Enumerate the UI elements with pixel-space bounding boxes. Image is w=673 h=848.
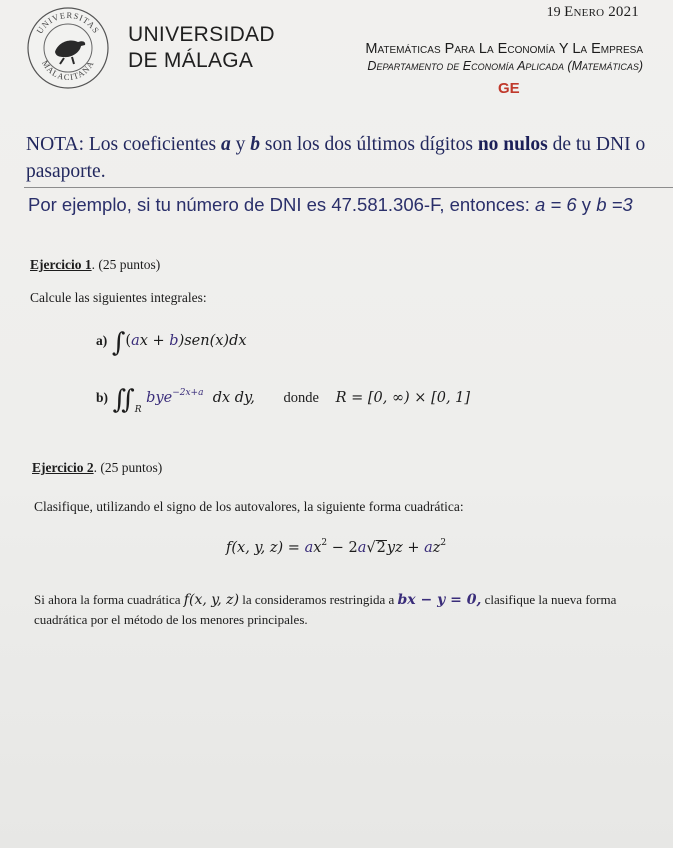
integral-b-differential: dx dy, xyxy=(212,390,255,406)
form-x: x xyxy=(313,540,322,556)
nota-bold: no nulos xyxy=(477,134,548,155)
department-name: Departamento de Economía Aplicada (Matemáticas) xyxy=(367,59,643,73)
example-y: y xyxy=(581,194,592,215)
double-integral-icon: ∬ xyxy=(112,385,135,415)
nota-var-b: b xyxy=(250,134,261,155)
integral-b-region: R xyxy=(134,405,142,415)
seal-text-bottom: MALACITANA xyxy=(39,58,96,83)
example-b: b =3 xyxy=(596,194,633,215)
restriction-pre: Si ahora la forma cuadrática xyxy=(34,592,181,607)
restriction-mid: la consideramos restringida a xyxy=(242,592,395,607)
integral-b-donde: donde xyxy=(283,390,319,406)
integral-b-label: b) xyxy=(96,390,109,405)
exam-date xyxy=(547,4,639,21)
integral-a-post: )sen(x)dx xyxy=(178,333,247,349)
date-day: 19 xyxy=(546,5,561,20)
form-z: z xyxy=(432,540,441,556)
form-minus: − 2 xyxy=(327,540,358,556)
integral-a-label: a) xyxy=(96,333,108,348)
university-line-2: DE MÁLAGA xyxy=(128,49,254,72)
integral-a-coef-a: a xyxy=(131,333,140,349)
exercise-1-instruction: Calcule las siguientes integrales: xyxy=(30,290,207,305)
restriction-paragraph xyxy=(34,590,664,629)
example-text: Por ejemplo, si tu número de DNI es 47.581.306-F, entonces: xyxy=(28,194,530,215)
integral-a-mid: x + xyxy=(139,333,170,349)
integral-a-coef-b: b xyxy=(169,333,179,349)
nota-text-2: son los dos últimos dígitos xyxy=(264,134,473,155)
exercise-2-label: Ejercicio 2 xyxy=(32,460,94,475)
form-yz: yz + xyxy=(386,540,425,556)
integral-b-exponent: −2x+a xyxy=(172,388,204,398)
example-line xyxy=(28,194,633,216)
integral-a xyxy=(96,328,247,358)
nota-text-4: pasaporte. xyxy=(26,161,106,182)
department-block xyxy=(365,40,643,74)
nota-var-a: a xyxy=(221,134,231,155)
university-line-1: UNIVERSIDAD xyxy=(128,23,275,46)
exercise-1-label: Ejercicio 1 xyxy=(30,257,92,272)
example-a: a = 6 xyxy=(534,194,577,215)
nota-label: NOTA: xyxy=(26,134,85,155)
exercise-2-title xyxy=(32,460,162,476)
nota-y: y xyxy=(235,134,246,155)
integral-b-integrand: bye xyxy=(146,390,173,406)
university-name xyxy=(128,22,275,74)
form-a-2: a xyxy=(357,540,367,556)
exercise-1-title xyxy=(30,257,160,273)
group-label: GE xyxy=(498,80,520,97)
exercise-2-points: . (25 puntos) xyxy=(93,460,163,475)
restriction-line-2: cuadrática por el método de los menores principales. xyxy=(34,612,308,627)
form-a-3: a xyxy=(424,540,433,556)
form-a-1: a xyxy=(304,540,314,556)
nota-block xyxy=(26,131,673,185)
integral-sign-icon: ∫ xyxy=(111,328,126,358)
seal-text-top: UNIVERSITAS xyxy=(34,9,102,36)
exercise-1-points: . (25 puntos) xyxy=(91,257,161,272)
integral-a-paren: ( xyxy=(125,333,132,349)
nota-text-1: Los coeficientes xyxy=(88,134,217,155)
integral-b-domain: R = [0, ∞) × [0, 1] xyxy=(335,390,471,406)
form-sqrt-arg: 2 xyxy=(376,540,386,556)
subject-title: Matemáticas Para La Economía Y La Empresa xyxy=(365,41,643,57)
integral-b xyxy=(96,385,470,415)
restriction-post: clasifique la nueva forma xyxy=(484,592,617,607)
quadratic-form: f(x, y, $z) = ax^2 - 2a√2yz + az^2$ xyxy=(226,538,447,556)
restriction-equation: bx − y = 0, xyxy=(397,592,482,608)
form-lhs: f(x, y, z) = xyxy=(226,540,305,556)
date-month-year: Enero 2021 xyxy=(564,4,639,20)
exercise-2-instruction: Clasifique, utilizando el signo de los autovalores, la siguiente forma cuadrática: xyxy=(34,499,464,514)
university-seal-icon xyxy=(26,6,110,90)
nota-text-3: de tu DNI o xyxy=(552,134,646,155)
restriction-f: f(x, y, z) xyxy=(183,592,240,608)
divider xyxy=(24,187,673,188)
